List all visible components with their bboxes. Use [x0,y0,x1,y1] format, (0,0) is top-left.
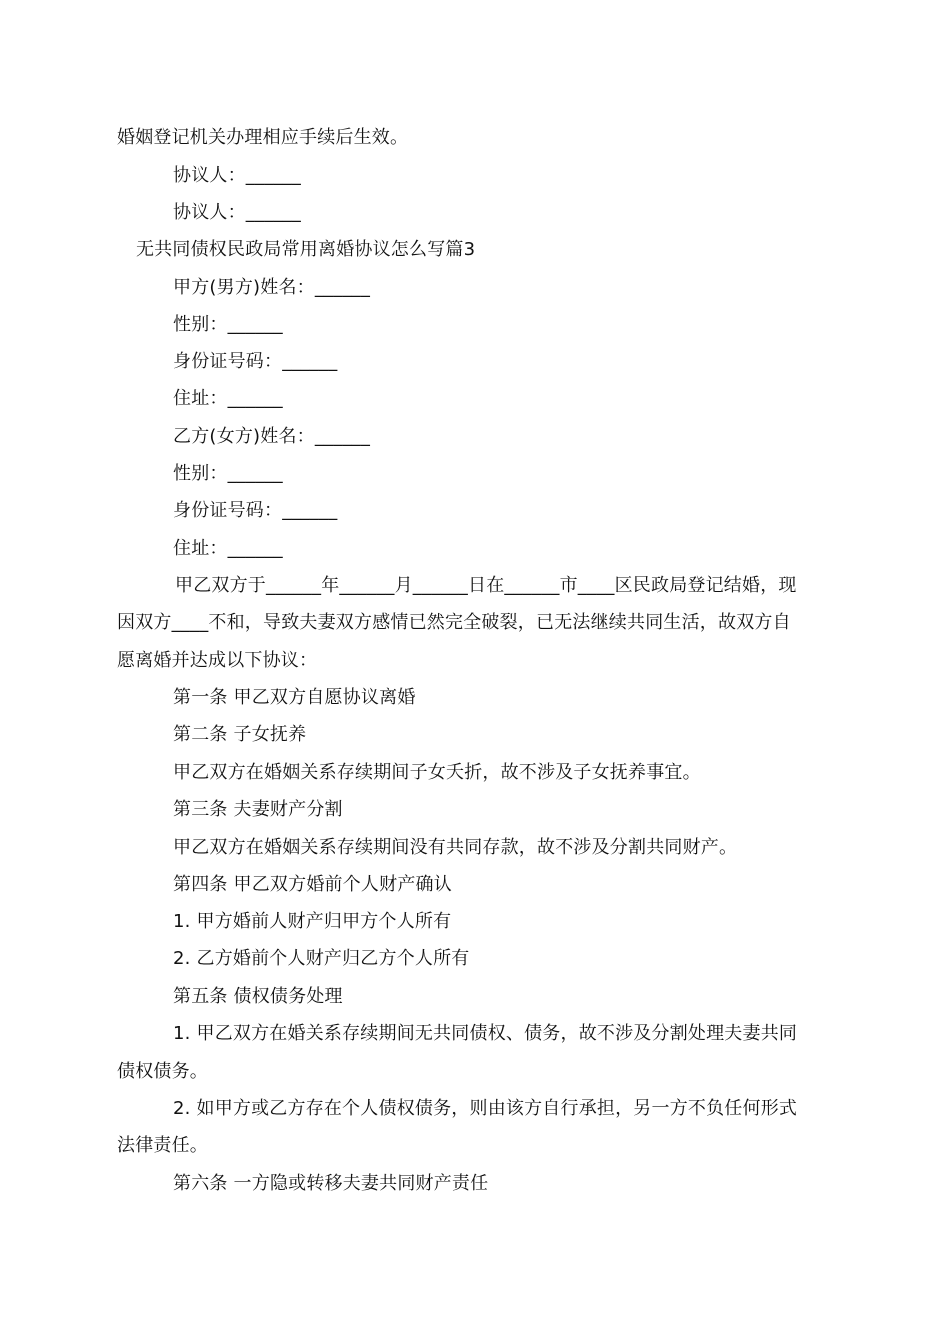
signatory-line: 协议人：______ [173,202,301,223]
list-item: 1. 甲方婚前人财产归甲方个人所有 [173,911,452,932]
paragraph-line: 甲乙双方在婚姻关系存续期间没有共同存款，故不涉及分割共同财产。 [173,837,738,858]
field-line: 性别：______ [173,314,283,335]
article-heading: 第五条 债权债务处理 [173,986,343,1007]
text-line: 婚姻登记机关办理相应手续后生效。 [117,127,409,148]
paragraph-line: 愿离婚并达成以下协议： [117,650,318,671]
signatory-line: 协议人：______ [173,165,301,186]
article-heading: 第六条 一方隐或转移夫妻共同财产责任 [173,1173,489,1194]
section-title: 无共同债权民政局常用离婚协议怎么写篇3 [136,239,476,260]
article-heading: 第四条 甲乙双方婚前个人财产确认 [173,874,452,895]
field-line: 住址：______ [173,388,283,409]
article-heading: 第三条 夫妻财产分割 [173,799,343,820]
article-heading: 第一条 甲乙双方自愿协议离婚 [173,687,416,708]
list-item: 1. 甲乙双方在婚关系存续期间无共同债权、债务，故不涉及分割处理夫妻共同 [173,1023,798,1044]
field-line: 住址：______ [173,538,283,559]
field-line: 身份证号码：______ [173,351,338,372]
field-line: 乙方(女方)姓名：______ [173,426,371,447]
list-item-continuation: 债权债务。 [117,1061,208,1082]
list-item-continuation: 法律责任。 [117,1135,208,1156]
field-line: 身份证号码：______ [173,500,338,521]
field-line: 性别：______ [173,463,283,484]
list-item: 2. 如甲方或乙方存在个人债权债务，则由该方自行承担，另一方不负任何形式 [173,1098,798,1119]
article-heading: 第二条 子女抚养 [173,724,307,745]
field-line: 甲方(男方)姓名：______ [173,277,371,298]
paragraph-line: 甲乙双方在婚姻关系存续期间子女夭折，故不涉及子女抚养事宜。 [173,762,701,783]
paragraph-line: 甲乙双方于______年______月______日在______市____区民政局登记结婚，现 [175,575,797,596]
paragraph-line: 因双方____不和，导致夫妻双方感情已然完全破裂，已无法继续共同生活，故双方自 [117,612,791,633]
list-item: 2. 乙方婚前个人财产归乙方个人所有 [173,948,470,969]
